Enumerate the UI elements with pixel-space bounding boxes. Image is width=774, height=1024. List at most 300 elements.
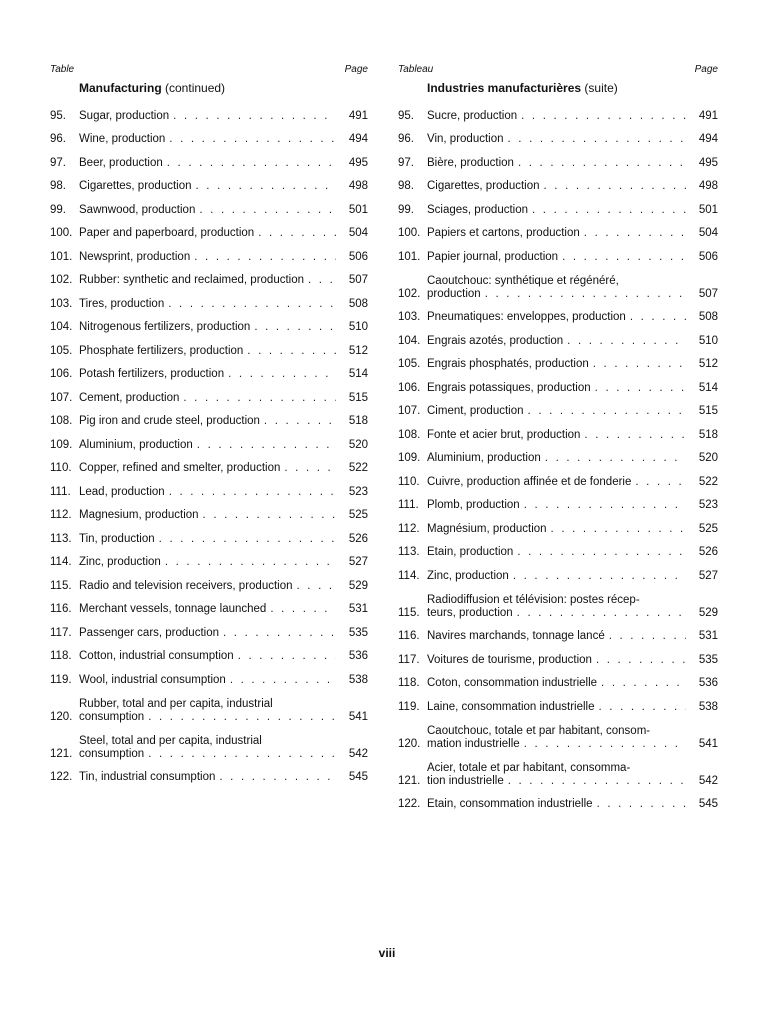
page-number-ref: 491 (698, 109, 718, 122)
entry-title-line: tion industrielle (427, 774, 504, 787)
page-number-ref: 510 (698, 334, 718, 347)
toc-entry (398, 123, 718, 147)
entry-title-line: Merchant vessels, tonnage launched (79, 603, 267, 615)
entry-title-line: Potash fertilizers, production (79, 368, 225, 380)
entry-line (79, 771, 368, 784)
dot-leader (197, 439, 336, 452)
entry-line (427, 476, 718, 489)
page-number-ref: 526 (348, 532, 368, 545)
page-number-ref: 545 (698, 798, 718, 810)
entry-title-line: Papier journal, production (427, 250, 559, 263)
entry-body (79, 368, 368, 381)
entry-title-line: Engrais azotés, production (427, 334, 564, 347)
page-number-ref: 545 (348, 771, 368, 783)
entry-line (427, 546, 718, 559)
dot-leader (247, 345, 336, 358)
dot-leader (635, 476, 686, 489)
page-number-ref: 531 (348, 603, 368, 615)
entry-body (427, 382, 718, 395)
table-number: 108. (398, 428, 421, 441)
page-number-ref: 494 (698, 133, 718, 145)
table-number: 111. (398, 499, 419, 511)
dot-leader (584, 429, 686, 442)
entry-body (79, 627, 368, 640)
dot-leader (169, 133, 336, 146)
page-number-ref: 501 (348, 203, 368, 216)
dot-leader (532, 204, 686, 217)
toc-entry (398, 788, 718, 812)
entry-body (427, 157, 718, 170)
entry-title-line: Copper, refined and smelter, production (79, 462, 281, 474)
page-number-ref: 501 (698, 203, 718, 216)
toc-entry (50, 287, 368, 311)
entry-body (79, 204, 368, 217)
table-number: 113. (50, 532, 72, 545)
entry-line (427, 654, 718, 667)
entry-body (79, 556, 368, 569)
page-number-ref: 498 (698, 180, 718, 192)
table-number: 102. (50, 274, 73, 286)
dot-leader (545, 452, 686, 465)
entry-title-line: Tin, industrial consumption (79, 771, 216, 783)
page-number-ref: 529 (698, 606, 718, 619)
entry-line (427, 204, 718, 217)
table-number: 107. (398, 405, 421, 417)
table-number: 112. (50, 509, 72, 521)
dot-leader (521, 110, 686, 123)
dot-leader (308, 274, 336, 287)
entry-title-line: Laine, consommation industrielle (427, 700, 595, 713)
entry-body (427, 654, 718, 667)
toc-entry (50, 264, 368, 288)
dot-leader (297, 580, 336, 593)
entry-line (79, 486, 368, 499)
entry-body (427, 204, 718, 217)
entry-title-line: Pig iron and crude steel, production (79, 415, 260, 427)
page-number-ref: 535 (698, 653, 718, 666)
column-header (398, 63, 718, 77)
entry-title-line: Zinc, production (427, 569, 509, 582)
entry-body (79, 486, 368, 499)
toc-entry (398, 348, 718, 372)
entry-line (427, 798, 718, 811)
entry-title-line: Beer, production (79, 156, 163, 169)
entry-title-line: Tin, production (79, 532, 155, 545)
entry-line (427, 358, 718, 371)
entry-body (79, 650, 368, 663)
table-number: 107. (50, 391, 73, 404)
dot-leader (203, 509, 336, 522)
entry-title-line: Etain, consommation industrielle (427, 798, 593, 810)
entry-body (427, 133, 718, 146)
dot-leader (528, 405, 686, 418)
entry-body (79, 345, 368, 358)
section-name: Industries manufacturières (427, 81, 582, 95)
page-number-ref: 525 (698, 522, 718, 535)
entry-body (427, 570, 718, 583)
table-number: 108. (50, 415, 73, 427)
toc-entry (50, 475, 368, 499)
table-number: 95. (50, 109, 66, 122)
page-number-ref: 538 (698, 700, 718, 713)
table-number: 99. (398, 203, 414, 216)
page-number-ref: 514 (698, 381, 718, 394)
dot-leader (508, 133, 686, 146)
entry-title-line: Navires marchands, tonnage lancé (427, 630, 605, 642)
entry-line (427, 701, 718, 714)
table-number: 100. (398, 227, 421, 239)
entry-line (427, 630, 718, 643)
dot-leader (508, 775, 686, 788)
entry-line (79, 110, 368, 123)
entry-line (427, 227, 718, 240)
table-number: 114. (398, 569, 420, 582)
table-number: 105. (50, 344, 73, 357)
entry-body (427, 701, 718, 714)
toc-entry (50, 334, 368, 358)
toc-entry (398, 559, 718, 583)
table-number: 99. (50, 203, 66, 216)
dot-leader (593, 358, 686, 371)
page-number-ref: 507 (348, 274, 368, 286)
entry-line (79, 368, 368, 381)
entry-title-line: Sciages, production (427, 203, 529, 216)
page-number-ref: 491 (348, 109, 368, 122)
toc-entry (50, 687, 368, 724)
column-header (50, 63, 368, 77)
page-number-ref: 515 (698, 405, 718, 417)
entry-body (79, 180, 368, 193)
entry-title-line: Radio and television receivers, production (79, 579, 293, 592)
table-number: 104. (398, 334, 421, 347)
dot-leader (196, 180, 336, 193)
entry-body (427, 762, 718, 788)
toc-entry (398, 170, 718, 194)
page-number-ref: 504 (348, 227, 368, 239)
entry-line (79, 748, 368, 761)
entry-title-line: Aluminium, production (427, 452, 541, 464)
entry-line (79, 392, 368, 405)
entry-line (79, 274, 368, 287)
entry-title-line: Papiers et cartons, production (427, 227, 580, 239)
entry-title-line: Sugar, production (79, 109, 170, 122)
entry-body (79, 392, 368, 405)
toc-entry (398, 418, 718, 442)
toc-entry (398, 690, 718, 714)
entry-line (79, 415, 368, 428)
toc-entry (50, 170, 368, 194)
page-label: Page (344, 64, 368, 75)
toc-entry (398, 371, 718, 395)
toc-entry (50, 522, 368, 546)
dot-leader (167, 157, 336, 170)
table-number: 109. (50, 438, 73, 451)
entry-title-line: Acier, totale et par habitant, consomma- (427, 761, 631, 774)
entry-body (427, 251, 718, 264)
entry-line (79, 298, 368, 311)
entry-line (427, 738, 718, 751)
dot-leader (524, 738, 686, 751)
entry-line (79, 204, 368, 217)
page-number-ref: 523 (698, 499, 718, 511)
toc-entry (50, 123, 368, 147)
table-number: 110. (398, 475, 420, 488)
toc-entry (50, 499, 368, 523)
dot-leader (284, 462, 336, 475)
page-number-ref: 520 (348, 438, 368, 451)
entry-title-line: Sawnwood, production (79, 203, 196, 216)
section-suffix: (continued) (165, 81, 226, 95)
toc-entry (50, 146, 368, 170)
entry-line (79, 627, 368, 640)
page-number-ref: 542 (348, 747, 368, 760)
table-number: 104. (50, 321, 73, 333)
entry-title-line: Magnésium, production (427, 522, 547, 535)
dot-leader (595, 382, 686, 395)
dot-leader (223, 627, 336, 640)
entry-title-line: Caoutchouc: synthétique et régénéré, (427, 274, 619, 287)
entry-line (427, 570, 718, 583)
dot-leader (524, 499, 686, 512)
table-label: Tableau (398, 64, 434, 75)
table-number: 117. (50, 626, 72, 639)
section-title (79, 77, 368, 99)
page-number-ref: 518 (698, 428, 718, 441)
entry-title-line: Engrais potassiques, production (427, 381, 591, 394)
entry-title-line: Rubber, total and per capita, industrial (79, 697, 273, 710)
dot-leader (169, 486, 336, 499)
entry-title-line: teurs, production (427, 606, 513, 619)
toc-entry (50, 405, 368, 429)
entry-title-line: Sucre, production (427, 109, 518, 122)
toc-entry (398, 583, 718, 620)
dot-leader (270, 603, 336, 616)
toc-entry (398, 620, 718, 644)
english-column (50, 63, 368, 784)
entry-body (79, 321, 368, 334)
entry-line (427, 335, 718, 348)
page-number-ref: 538 (348, 673, 368, 686)
entry-body (427, 405, 718, 418)
table-number: 116. (398, 630, 420, 642)
table-number: 121. (50, 747, 73, 760)
toc-entry (398, 465, 718, 489)
entry-line (79, 133, 368, 146)
entry-body (427, 546, 718, 559)
entry-line (79, 345, 368, 358)
entry-body (427, 429, 718, 442)
entry-title-line: Aluminium, production (79, 438, 193, 451)
entry-title-line: Rubber: synthetic and reclaimed, production (79, 274, 305, 286)
entry-title-line: Engrais phosphatés, production (427, 358, 589, 370)
toc-entry (50, 428, 368, 452)
table-number: 116. (50, 603, 72, 615)
page-number-ref: 506 (698, 250, 718, 263)
entry-title-line: consumption (79, 747, 145, 760)
entry-body (427, 523, 718, 536)
entry-line (79, 674, 368, 687)
dot-leader (219, 771, 336, 784)
toc-entry (50, 381, 368, 405)
entry-line (427, 110, 718, 123)
dot-leader (517, 546, 686, 559)
entry-title-line: Cuivre, production affinée et de fonderie (427, 475, 632, 488)
dot-leader (567, 335, 686, 348)
entry-body (427, 180, 718, 193)
dot-leader (518, 157, 686, 170)
entry-line (79, 462, 368, 475)
page-number-ref: 541 (348, 710, 368, 723)
table-number: 97. (50, 156, 66, 169)
toc-entry (50, 569, 368, 593)
entry-body (427, 630, 718, 643)
page-number-ref: 506 (348, 250, 368, 263)
toc-entry (50, 452, 368, 476)
dot-leader (596, 654, 686, 667)
entry-body (79, 533, 368, 546)
entry-title-line: Paper and paperboard, production (79, 227, 255, 239)
entry-line (79, 251, 368, 264)
table-number: 119. (50, 673, 72, 686)
table-number: 114. (50, 556, 72, 568)
entry-body (79, 251, 368, 264)
page-number-ref: 504 (698, 227, 718, 239)
toc-entry (398, 99, 718, 123)
entry-title-line: Plomb, production (427, 499, 520, 511)
entry-title-line: Ciment, production (427, 405, 524, 417)
entry-line (427, 775, 718, 788)
table-number: 118. (398, 677, 420, 689)
entry-title-line: Etain, production (427, 546, 514, 558)
table-number: 106. (398, 381, 421, 394)
entry-title-line: production (427, 287, 481, 300)
page-number-ref: 535 (348, 626, 368, 639)
toc-entry (398, 264, 718, 301)
dot-leader (258, 227, 336, 240)
dot-leader (551, 523, 686, 536)
table-number: 98. (398, 180, 414, 192)
dot-leader (159, 533, 336, 546)
table-number: 106. (50, 368, 73, 380)
toc-entry (398, 643, 718, 667)
entry-title-line: consumption (79, 710, 145, 723)
entry-title-line: Radiodiffusion et télévision: postes récep- (427, 593, 640, 606)
toc-entry (50, 217, 368, 241)
toc-entry (398, 240, 718, 264)
entry-line (427, 133, 718, 146)
dot-leader (148, 748, 336, 761)
table-number: 96. (50, 133, 66, 145)
entry-title-line: Cotton, industrial consumption (79, 650, 234, 662)
page-number-ref: 512 (348, 344, 368, 357)
table-number: 105. (398, 358, 421, 370)
entry-title-line: Passenger cars, production (79, 626, 219, 639)
entry-line (427, 180, 718, 193)
dot-leader (168, 298, 336, 311)
page-number-ref: 495 (698, 156, 718, 169)
entry-line (79, 580, 368, 593)
dot-leader (609, 630, 686, 643)
toc-entry (398, 146, 718, 170)
dot-leader (230, 674, 336, 687)
table-number: 96. (398, 133, 414, 145)
entry-line (427, 429, 718, 442)
toc-entry (50, 358, 368, 382)
page-number-ref: 508 (698, 311, 718, 323)
entry-line (79, 227, 368, 240)
toc-entry (398, 301, 718, 325)
page-number-ref: 536 (698, 677, 718, 689)
dot-leader (517, 607, 686, 620)
entry-title-line: Tires, production (79, 297, 165, 310)
entry-body (79, 227, 368, 240)
table-number: 118. (50, 650, 72, 662)
page-number-ref: 512 (698, 358, 718, 370)
entry-body (427, 227, 718, 240)
page-number-ref: 522 (698, 475, 718, 488)
dot-leader (264, 415, 336, 428)
entry-title-line: Cigarettes, production (427, 180, 540, 192)
entry-title-line: Cigarettes, production (79, 180, 192, 192)
dot-leader (584, 227, 686, 240)
toc-entry (398, 667, 718, 691)
toc-entry (398, 395, 718, 419)
entry-title-line: Wine, production (79, 133, 166, 145)
entry-body (427, 476, 718, 489)
entry-line (427, 288, 718, 301)
page-number-ref: 529 (348, 579, 368, 592)
entry-line (427, 251, 718, 264)
page-number-ref: 510 (348, 321, 368, 333)
page-label: Page (694, 64, 718, 75)
entry-body (79, 274, 368, 287)
entry-body (427, 798, 718, 811)
entry-body (427, 594, 718, 620)
toc-entry (50, 546, 368, 570)
dot-leader (148, 711, 336, 724)
page-number-ref: 527 (698, 569, 718, 582)
page-number: viii (378, 946, 396, 960)
entry-body (79, 462, 368, 475)
entry-line (79, 509, 368, 522)
entry-title-line: Caoutchouc, totale et par habitant, consom- (427, 724, 651, 737)
dot-leader (194, 251, 336, 264)
page-number-ref: 507 (698, 287, 718, 300)
entry-title-line: Voitures de tourisme, production (427, 653, 592, 666)
entry-title-line: Lead, production (79, 485, 165, 498)
entry-line (79, 533, 368, 546)
toc-entry (50, 640, 368, 664)
dot-leader (165, 556, 336, 569)
toc-list (50, 99, 368, 784)
entry-body (79, 157, 368, 170)
table-number: 101. (50, 250, 73, 263)
page-number-ref: 531 (698, 630, 718, 642)
entry-title-line: Coton, consommation industrielle (427, 677, 598, 689)
section-suffix: (suite) (584, 81, 618, 95)
entry-line (427, 311, 718, 324)
table-number: 117. (398, 653, 420, 666)
entry-body (427, 110, 718, 123)
table-number: 102. (398, 287, 421, 300)
page-number-ref: 522 (348, 462, 368, 474)
entry-line (427, 452, 718, 465)
dot-leader (544, 180, 686, 193)
entry-title-line: Cement, production (79, 391, 180, 404)
table-number: 110. (50, 462, 72, 474)
entry-body (427, 335, 718, 348)
entry-body (427, 311, 718, 324)
